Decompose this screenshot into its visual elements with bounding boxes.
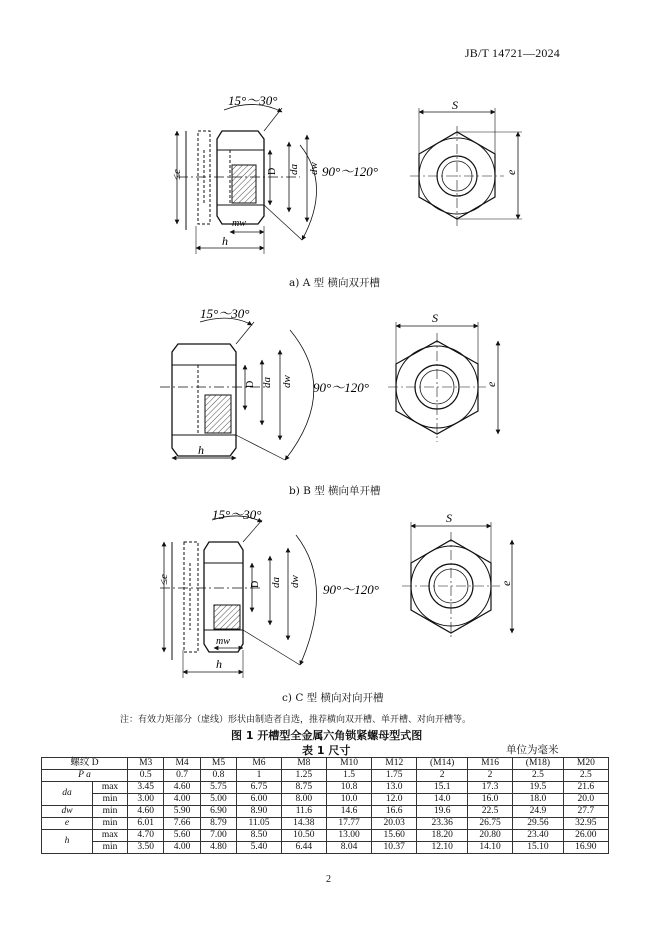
value-cell: 6.01 <box>128 818 164 830</box>
value-cell: 7.66 <box>164 818 200 830</box>
value-cell: 23.36 <box>417 818 468 830</box>
view-c-top <box>402 522 512 640</box>
view-b-top <box>388 322 498 442</box>
value-cell: 6.75 <box>237 782 282 794</box>
symbol-cell: dw <box>42 806 93 818</box>
table-header-row <box>42 758 609 770</box>
view-a-label-S: S <box>452 98 458 112</box>
view-b-label-D: D <box>245 380 256 388</box>
table-row <box>42 782 609 794</box>
view-a-side <box>177 104 317 254</box>
value-cell: 2 <box>417 770 468 782</box>
value-cell: 10.8 <box>326 782 371 794</box>
value-cell: 19.5 <box>513 782 564 794</box>
value-cell: 4.70 <box>128 830 164 842</box>
value-cell: 20.03 <box>372 818 417 830</box>
value-cell: 10.37 <box>372 842 417 854</box>
value-cell: 17.77 <box>326 818 371 830</box>
view-c-label-D: D <box>250 580 261 588</box>
value-cell: 16.6 <box>372 806 417 818</box>
value-cell: 1.25 <box>281 770 326 782</box>
caption-view-b: b) B 型 横向单开槽 <box>289 485 381 497</box>
value-cell: 12.10 <box>417 842 468 854</box>
value-cell: 8.75 <box>281 782 326 794</box>
symbol-cell: P a <box>42 770 128 782</box>
value-cell: 0.5 <box>128 770 164 782</box>
value-cell: 14.38 <box>281 818 326 830</box>
view-b-label-S: S <box>432 311 438 325</box>
view-c-label-e-right: e <box>499 580 513 586</box>
value-cell: 23.40 <box>513 830 564 842</box>
caption-view-c: c) C 型 横向对向开槽 <box>282 692 384 704</box>
view-b-label-e-right: e <box>484 381 498 387</box>
size-header-cell: (M14) <box>417 758 468 770</box>
value-cell: 15.10 <box>513 842 564 854</box>
symbol-cell: da <box>42 782 93 806</box>
size-header-cell: M4 <box>164 758 200 770</box>
value-cell: 5.40 <box>237 842 282 854</box>
value-cell: 4.00 <box>164 794 200 806</box>
value-cell: 29.56 <box>513 818 564 830</box>
size-header-cell: M20 <box>563 758 608 770</box>
value-cell: 19.6 <box>417 806 468 818</box>
view-c-label-da: da <box>270 577 282 588</box>
value-cell: 20.80 <box>467 830 512 842</box>
value-cell: 8.50 <box>237 830 282 842</box>
value-cell: 1.5 <box>326 770 371 782</box>
value-cell: 2 <box>467 770 512 782</box>
view-a-label-da: da <box>288 164 300 175</box>
value-cell: 10.50 <box>281 830 326 842</box>
size-header-cell: M3 <box>128 758 164 770</box>
page-number: 2 <box>326 874 331 885</box>
value-cell: 3.00 <box>128 794 164 806</box>
limit-cell: max <box>93 782 128 794</box>
figure-note: 注：有效力矩部分（虚线）形状由制造者自选，推荐横向双开槽、单开槽、对向开槽等。 <box>120 715 472 725</box>
value-cell: 6.00 <box>237 794 282 806</box>
value-cell: 5.60 <box>164 830 200 842</box>
value-cell: 7.00 <box>200 830 236 842</box>
value-cell: 21.6 <box>563 782 608 794</box>
size-header-cell: M10 <box>326 758 371 770</box>
value-cell: 4.00 <box>164 842 200 854</box>
standard-number: JB/T 14721—2024 <box>464 46 560 60</box>
value-cell: 18.0 <box>513 794 564 806</box>
view-c-angle-side: 90°～120° <box>323 582 379 597</box>
value-cell: 3.50 <box>128 842 164 854</box>
value-cell: 8.04 <box>326 842 371 854</box>
value-cell: 4.60 <box>164 782 200 794</box>
value-cell: 22.5 <box>467 806 512 818</box>
value-cell: 1.75 <box>372 770 417 782</box>
value-cell: 2.5 <box>563 770 608 782</box>
size-header-cell: M8 <box>281 758 326 770</box>
table-row <box>42 842 609 854</box>
table-row <box>42 830 609 842</box>
value-cell: 12.0 <box>372 794 417 806</box>
value-cell: 5.75 <box>200 782 236 794</box>
value-cell: 4.80 <box>200 842 236 854</box>
view-c-label-e: ≤e <box>158 574 170 585</box>
value-cell: 20.0 <box>563 794 608 806</box>
value-cell: 24.9 <box>513 806 564 818</box>
value-cell: 26.75 <box>467 818 512 830</box>
value-cell: 2.5 <box>513 770 564 782</box>
view-a-angle-top: 15°～30° <box>228 93 278 108</box>
view-a-label-D: D <box>267 167 278 175</box>
table-row <box>42 794 609 806</box>
view-c-label-h: h <box>216 657 222 671</box>
size-header-cell: M6 <box>237 758 282 770</box>
table-title: 表 1 尺寸 <box>302 744 351 757</box>
symbol-cell: e <box>42 818 93 830</box>
view-a-label-mw: mw <box>232 218 246 229</box>
caption-view-a: a) A 型 横向双开槽 <box>289 277 380 289</box>
value-cell: 5.90 <box>164 806 200 818</box>
value-cell: 4.60 <box>128 806 164 818</box>
value-cell: 14.10 <box>467 842 512 854</box>
value-cell: 17.3 <box>467 782 512 794</box>
value-cell: 8.90 <box>237 806 282 818</box>
value-cell: 18.20 <box>417 830 468 842</box>
value-cell: 27.7 <box>563 806 608 818</box>
table-row <box>42 818 609 830</box>
value-cell: 3.45 <box>128 782 164 794</box>
view-b-angle-side: 90°～120° <box>313 380 369 395</box>
view-a-label-e: ≤e <box>171 169 183 180</box>
size-header-cell: M12 <box>372 758 417 770</box>
figure-title: 图 1 开槽型全金属六角锁紧螺母型式图 <box>231 729 423 742</box>
value-cell: 14.6 <box>326 806 371 818</box>
dimension-table <box>41 757 609 854</box>
size-header-cell: M5 <box>200 758 236 770</box>
view-b-label-h: h <box>198 443 204 457</box>
view-a-label-dw: dw <box>308 162 320 175</box>
value-cell: 6.44 <box>281 842 326 854</box>
value-cell: 14.0 <box>417 794 468 806</box>
size-header-cell: (M18) <box>513 758 564 770</box>
size-header-cell: M16 <box>467 758 512 770</box>
view-c-label-S: S <box>446 511 452 525</box>
view-c-label-dw: dw <box>289 575 301 588</box>
table-unit: 单位为毫米 <box>506 744 559 756</box>
view-a-label-h: h <box>222 234 228 248</box>
view-c-label-mw: mw <box>216 636 230 647</box>
value-cell: 0.7 <box>164 770 200 782</box>
value-cell: 15.60 <box>372 830 417 842</box>
view-c-angle-top: 15°～30° <box>212 507 262 522</box>
view-b-label-da: da <box>261 377 273 388</box>
limit-cell: max <box>93 830 128 842</box>
value-cell: 16.90 <box>563 842 608 854</box>
view-a-angle-side: 90°～120° <box>322 164 378 179</box>
value-cell: 13.0 <box>372 782 417 794</box>
value-cell: 16.0 <box>467 794 512 806</box>
value-cell: 5.00 <box>200 794 236 806</box>
view-a-top <box>410 108 522 226</box>
value-cell: 32.95 <box>563 818 608 830</box>
value-cell: 11.6 <box>281 806 326 818</box>
value-cell: 8.79 <box>200 818 236 830</box>
value-cell: 6.90 <box>200 806 236 818</box>
limit-cell: min <box>93 818 128 830</box>
value-cell: 8.00 <box>281 794 326 806</box>
view-b-angle-top: 15°～30° <box>200 306 250 321</box>
view-b-side <box>160 318 314 460</box>
view-c-side <box>160 516 317 678</box>
limit-cell: min <box>93 842 128 854</box>
value-cell: 1 <box>237 770 282 782</box>
value-cell: 10.0 <box>326 794 371 806</box>
value-cell: 13.00 <box>326 830 371 842</box>
limit-cell: min <box>93 794 128 806</box>
header-thread-label: 螺纹 D <box>42 758 128 770</box>
view-b-label-dw: dw <box>281 375 293 388</box>
table-row <box>42 806 609 818</box>
symbol-cell: h <box>42 830 93 854</box>
value-cell: 26.00 <box>563 830 608 842</box>
view-a-label-e-right: e <box>504 169 518 175</box>
value-cell: 11.05 <box>237 818 282 830</box>
limit-cell: min <box>93 806 128 818</box>
value-cell: 15.1 <box>417 782 468 794</box>
table-row <box>42 770 609 782</box>
value-cell: 0.8 <box>200 770 236 782</box>
